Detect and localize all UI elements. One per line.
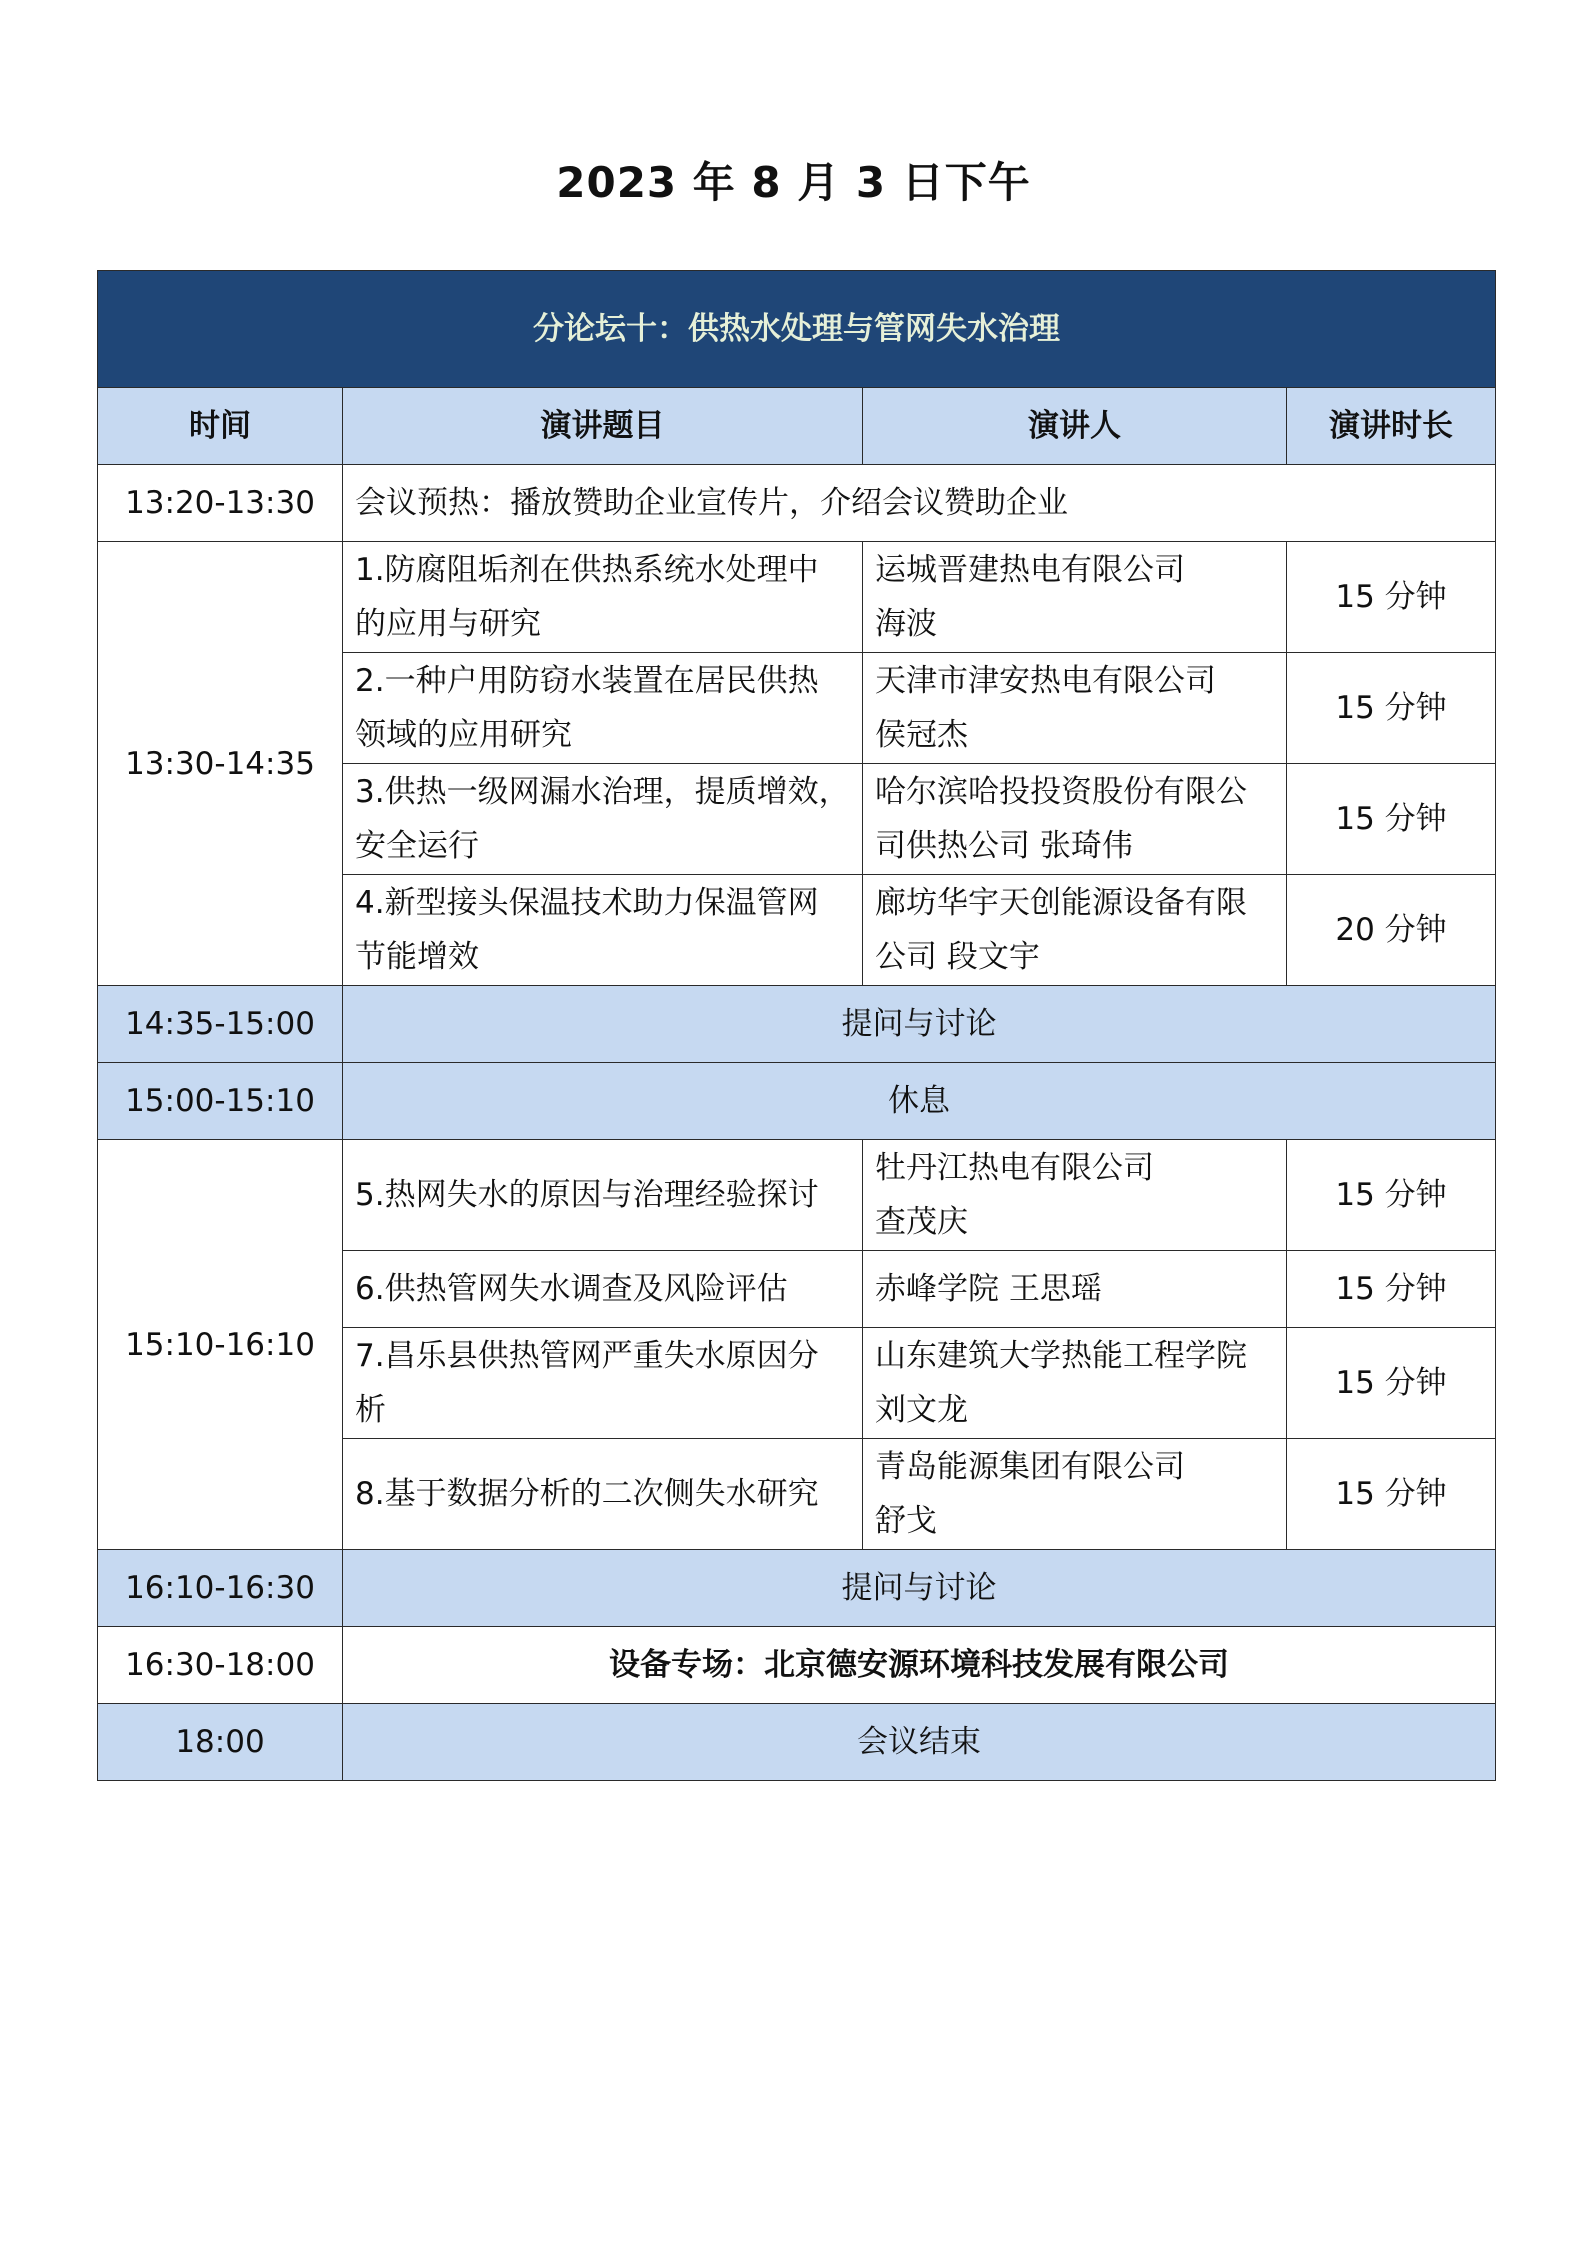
table-row — [98, 1627, 1496, 1704]
topic-line: 安全运行 — [355, 828, 479, 864]
topic-line: 析 — [355, 1392, 386, 1428]
table-row — [98, 986, 1496, 1063]
time-cell: 15:10-16:10 — [98, 1140, 343, 1550]
forum-title-row — [98, 271, 1496, 388]
speaker-line: 舒戈 — [875, 1503, 937, 1539]
topic-line: 4.新型接头保温技术助力保温管网 — [355, 885, 819, 921]
speaker-line: 牡丹江热电有限公司 — [875, 1150, 1154, 1186]
speaker-line: 海波 — [875, 606, 937, 642]
duration-cell: 15 分钟 — [1287, 653, 1496, 764]
event-cell: 会议结束 — [343, 1704, 1496, 1781]
speaker-cell: 赤峰学院 王思瑶 — [863, 1251, 1287, 1328]
speaker-line: 侯冠杰 — [875, 717, 968, 753]
topic-line: 2.一种户用防窃水装置在居民供热 — [355, 663, 819, 699]
table-row — [98, 1063, 1496, 1140]
speaker-cell — [863, 653, 1287, 764]
speaker-line: 查茂庆 — [875, 1204, 968, 1240]
topic-cell: 8.基于数据分析的二次侧失水研究 — [343, 1439, 863, 1550]
time-cell: 16:10-16:30 — [98, 1550, 343, 1627]
duration-cell: 15 分钟 — [1287, 1251, 1496, 1328]
speaker-line: 运城晋建热电有限公司 — [875, 552, 1185, 588]
table-row — [98, 1140, 1496, 1251]
time-cell: 16:30-18:00 — [98, 1627, 343, 1704]
page-title: 2023 年 8 月 3 日下午 — [556, 158, 1031, 207]
speaker-cell — [863, 542, 1287, 653]
duration-cell: 15 分钟 — [1287, 1328, 1496, 1439]
speaker-line: 天津市津安热电有限公司 — [875, 663, 1216, 699]
topic-cell — [343, 764, 863, 875]
speaker-line: 廊坊华宇天创能源设备有限 — [875, 885, 1247, 921]
duration-cell: 15 分钟 — [1287, 764, 1496, 875]
speaker-line: 刘文龙 — [875, 1392, 968, 1428]
time-cell: 18:00 — [98, 1704, 343, 1781]
topic-cell: 5.热网失水的原因与治理经验探讨 — [343, 1140, 863, 1251]
speaker-line: 司供热公司 张琦伟 — [875, 828, 1133, 864]
forum-title: 分论坛十：供热水处理与管网失水治理 — [98, 271, 1496, 388]
header-duration: 演讲时长 — [1287, 388, 1496, 465]
header-topic: 演讲题目 — [343, 388, 863, 465]
duration-cell: 20 分钟 — [1287, 875, 1496, 986]
topic-cell — [343, 1328, 863, 1439]
topic-line: 7.昌乐县供热管网严重失水原因分 — [355, 1338, 819, 1374]
speaker-line: 公司 段文宇 — [875, 939, 1040, 975]
topic-line: 领域的应用研究 — [355, 717, 572, 753]
topic-line: 1.防腐阻垢剂在供热系统水处理中 — [355, 552, 819, 588]
event-cell: 提问与讨论 — [343, 1550, 1496, 1627]
event-cell: 设备专场：北京德安源环境科技发展有限公司 — [343, 1627, 1496, 1704]
time-cell: 14:35-15:00 — [98, 986, 343, 1063]
header-time: 时间 — [98, 388, 343, 465]
event-cell: 休息 — [343, 1063, 1496, 1140]
topic-line: 节能增效 — [355, 939, 479, 975]
time-cell: 15:00-15:10 — [98, 1063, 343, 1140]
header-speaker: 演讲人 — [863, 388, 1287, 465]
topic-cell — [343, 542, 863, 653]
speaker-cell — [863, 1328, 1287, 1439]
schedule-table — [97, 270, 1496, 1781]
topic-cell — [343, 875, 863, 986]
duration-cell: 15 分钟 — [1287, 542, 1496, 653]
speaker-line: 山东建筑大学热能工程学院 — [875, 1338, 1247, 1374]
duration-cell: 15 分钟 — [1287, 1140, 1496, 1251]
time-cell: 13:20-13:30 — [98, 465, 343, 542]
table-row — [98, 542, 1496, 653]
time-cell: 13:30-14:35 — [98, 542, 343, 986]
topic-line: 的应用与研究 — [355, 606, 541, 642]
header-row — [98, 388, 1496, 465]
speaker-cell — [863, 764, 1287, 875]
topic-cell: 6.供热管网失水调查及风险评估 — [343, 1251, 863, 1328]
speaker-cell — [863, 1140, 1287, 1251]
duration-cell: 15 分钟 — [1287, 1439, 1496, 1550]
speaker-line: 哈尔滨哈投投资股份有限公 — [875, 774, 1247, 810]
topic-line: 3.供热一级网漏水治理，提质增效， — [355, 774, 850, 810]
topic-cell — [343, 653, 863, 764]
event-cell: 提问与讨论 — [343, 986, 1496, 1063]
speaker-cell — [863, 1439, 1287, 1550]
table-row — [98, 1550, 1496, 1627]
speaker-line: 青岛能源集团有限公司 — [875, 1449, 1185, 1485]
table-row — [98, 465, 1496, 542]
event-cell: 会议预热：播放赞助企业宣传片，介绍会议赞助企业 — [343, 465, 1496, 542]
table-row — [98, 1704, 1496, 1781]
speaker-cell — [863, 875, 1287, 986]
